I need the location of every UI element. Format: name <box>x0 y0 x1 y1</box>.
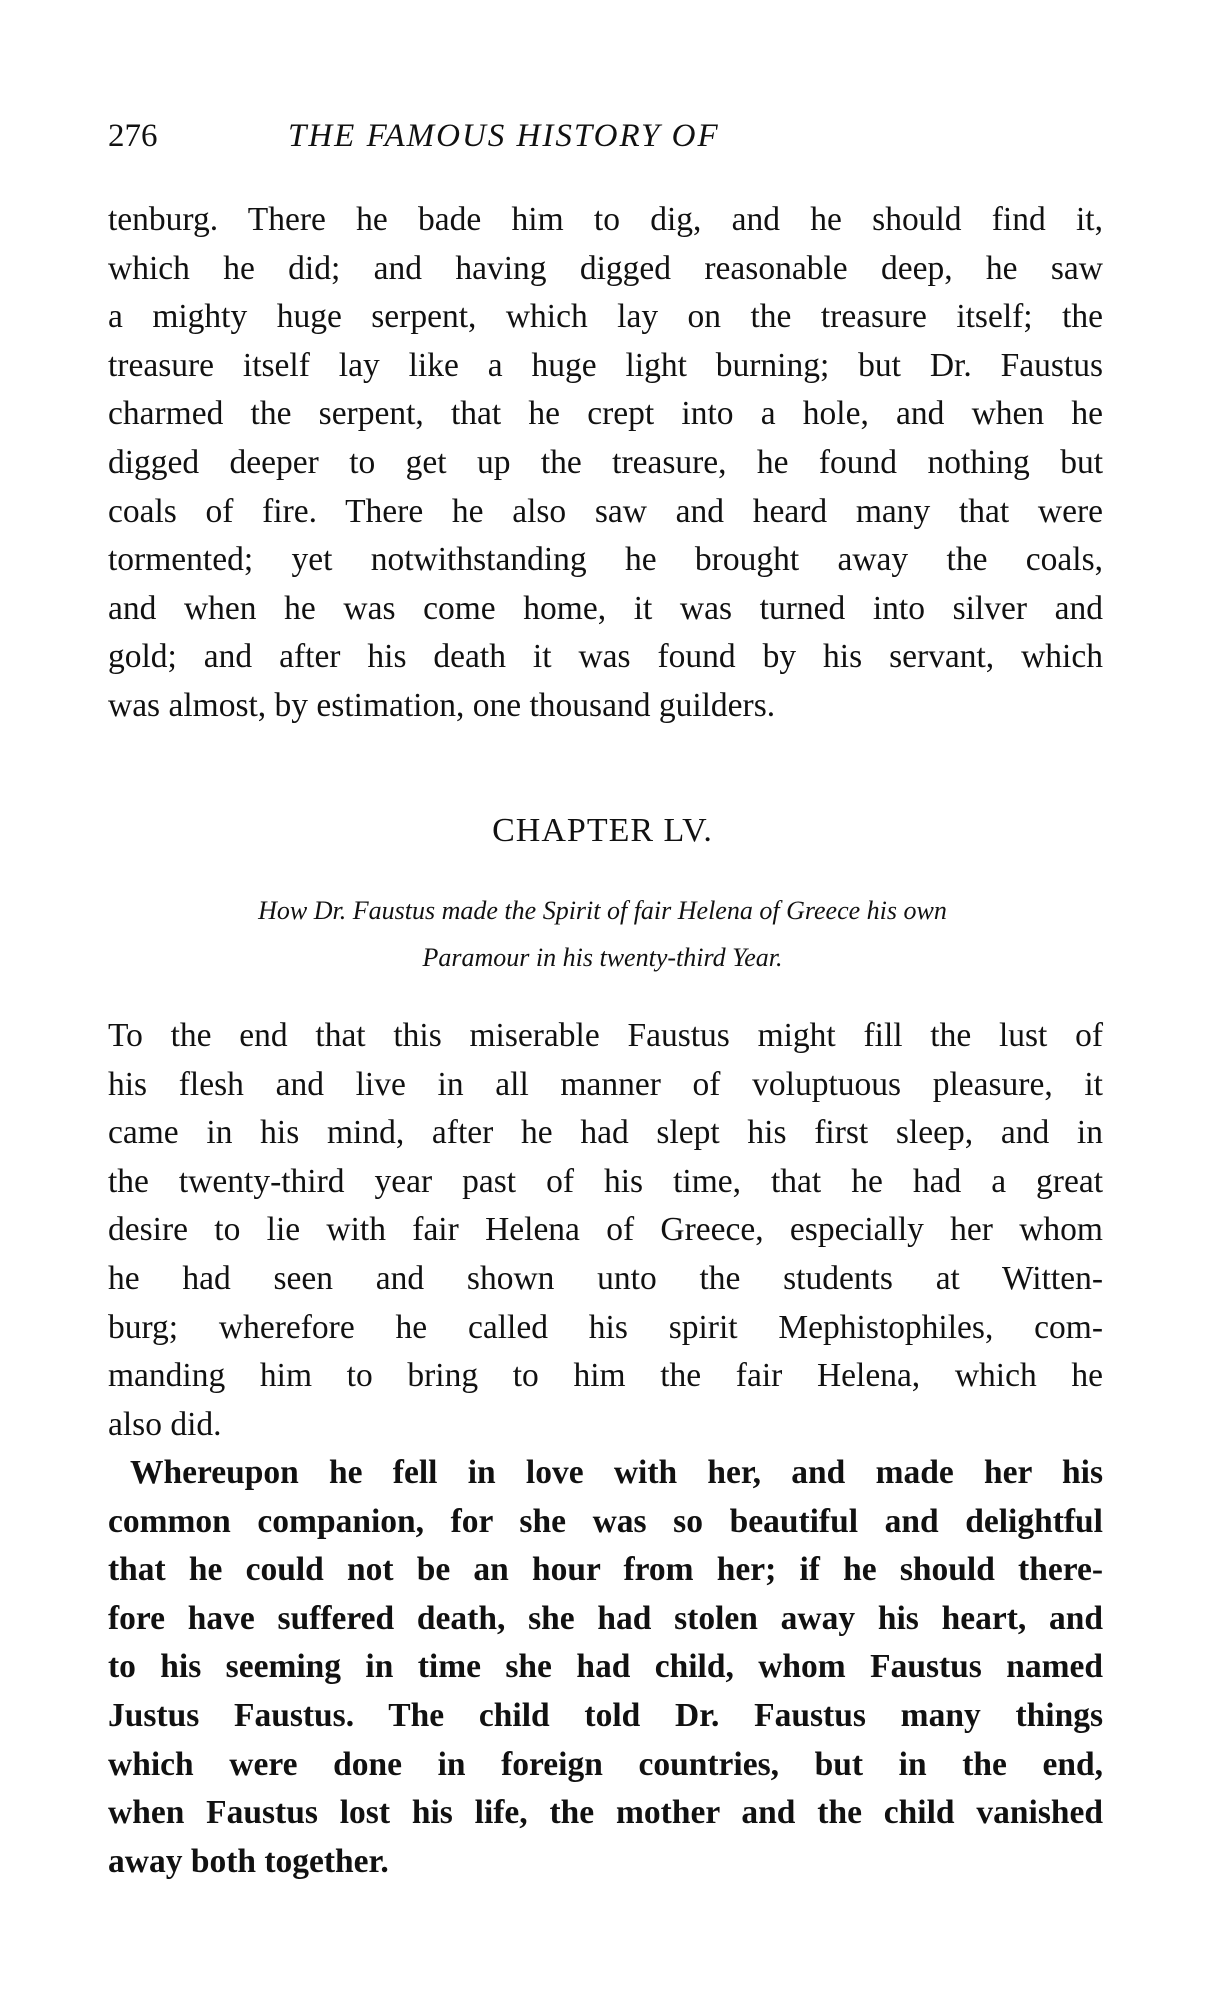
text-line: to his seeming in time she had child, whom Faustus named <box>108 1648 1103 1686</box>
chapter-heading: CHAPTER LV. <box>492 812 713 849</box>
text-line: Justus Faustus. The child told Dr. Faustus many things <box>108 1696 1103 1734</box>
chapter-subtitle: Paramour in his twenty-third Year. <box>422 943 783 972</box>
text-line: charmed the serpent, that he crept into a hole, and when he <box>108 395 1103 433</box>
text-line: when Faustus lost his life, the mother and the child vanished <box>108 1794 1103 1832</box>
text-line: his flesh and live in all manner of voluptuous pleasure, it <box>108 1065 1103 1103</box>
text-line: and when he was come home, it was turned into silver and <box>108 589 1103 627</box>
text-line: a mighty huge serpent, which lay on the treasure itself; the <box>108 298 1103 336</box>
text-line: Whereupon he fell in love with her, and made her his <box>130 1454 1103 1491</box>
text-line: burg; wherefore he called his spirit Mephistophiles, com- <box>108 1308 1103 1346</box>
text-line: came in his mind, after he had slept his first sleep, and in <box>108 1114 1103 1152</box>
chapter-subtitle: How Dr. Faustus made the Spirit of fair Helena of Greece his own <box>258 896 947 925</box>
paragraph-2 <box>108 1012 1103 1449</box>
text-line: fore have suffered death, she had stolen away his heart, and <box>108 1599 1103 1637</box>
text-line: also did. <box>108 1405 222 1443</box>
text-line: he had seen and shown unto the students at Witten- <box>108 1259 1103 1297</box>
text-line: which were done in foreign countries, but in the end, <box>108 1745 1103 1783</box>
paragraph-1 <box>108 196 1103 731</box>
text-line: gold; and after his death it was found by his servant, which <box>108 638 1103 676</box>
text-line: was almost, by estimation, one thousand guilders. <box>108 686 776 724</box>
text-line: which he did; and having digged reasonable deep, he saw <box>108 249 1103 287</box>
text-line: treasure itself lay like a huge light burning; but Dr. Faustus <box>108 346 1103 384</box>
page-number: 276 <box>108 118 158 154</box>
text-line: coals of fire. There he also saw and heard many that were <box>108 492 1103 530</box>
text-line: away both together. <box>108 1842 389 1880</box>
text-line: tenburg. There he bade him to dig, and he should find it, <box>108 201 1103 238</box>
running-title: THE FAMOUS HISTORY OF <box>288 118 720 154</box>
paragraph-3 <box>108 1449 1103 1886</box>
text-line: To the end that this miserable Faustus might fill the lust of <box>108 1017 1103 1054</box>
running-header <box>108 118 1103 168</box>
text-line: that he could not be an hour from her; if he should there- <box>108 1551 1103 1589</box>
text-line: tormented; yet notwithstanding he brought away the coals, <box>108 541 1103 579</box>
text-line: digged deeper to get up the treasure, he found nothing but <box>108 443 1103 481</box>
text-line: common companion, for she was so beautiful and delightful <box>108 1502 1103 1540</box>
text-line: manding him to bring to him the fair Helena, which he <box>108 1357 1103 1395</box>
text-line: desire to lie with fair Helena of Greece, especially her whom <box>108 1211 1103 1249</box>
text-line: the twenty-third year past of his time, that he had a great <box>108 1162 1103 1200</box>
